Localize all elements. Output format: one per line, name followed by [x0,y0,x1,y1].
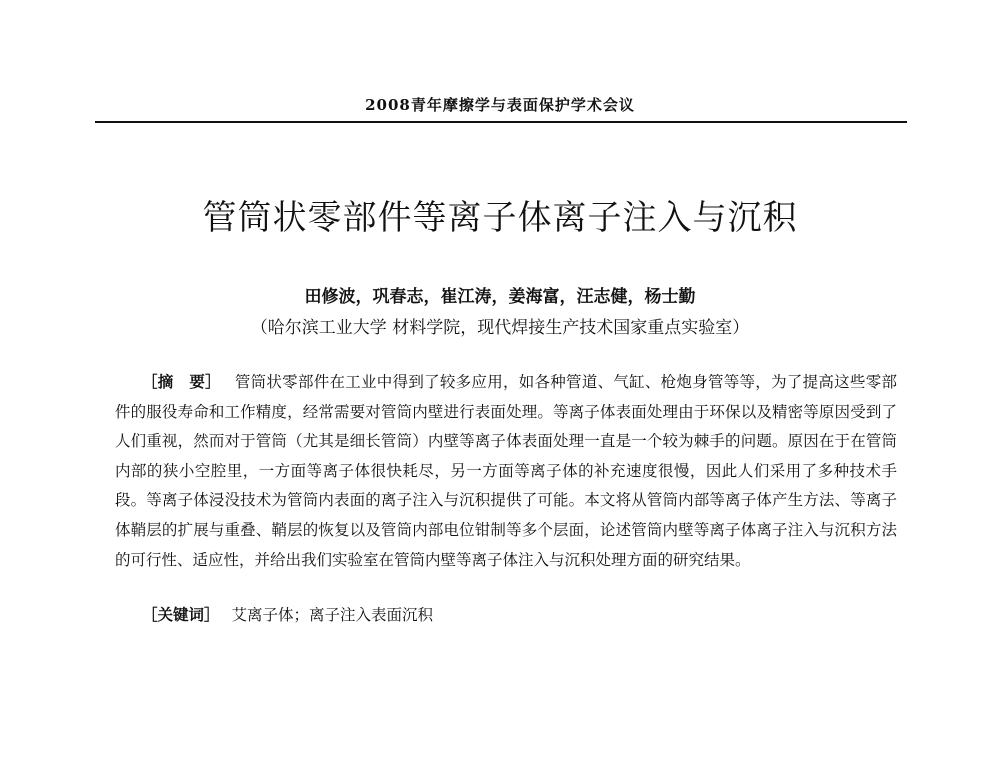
keywords [142,603,902,625]
author-list: 田修波，巩春志，崔江涛，姜海富，汪志健，杨士勤 [304,287,696,307]
abstract-label: ［摘 要］ [142,373,221,391]
abstract [115,368,897,575]
abstract-text: 管筒状零部件在工业中得到了较多应用，如各种管道、气缸、枪炮身管等等，为了提高这些零部件的服役寿命和工作精度，经常需要对管筒内壁进行表面处理。等离子体表面处理由于环保以及精密等原因受到了人们重视，然而对于管筒（尤其是细长管筒）内壁等离子体表面处理一直是一个较为棘手的问题。原因在于在管筒内部的狭小空腔里，一方面等离子体很快耗尽，另一方面等离子体的补充速度很慢，因此人们采用了多种技术手段。等离子体浸没技术为管筒内表面的离子注入与沉积提供了可能。本文将从管筒内部等离子体产生方法、等离子体鞘层的扩展与重叠、鞘层的恢复以及管筒内部电位钳制等多个层面，论述管筒内壁等离子体离子注入与沉积方法的可行性、适应性，并给出我们实验室在管筒内壁等离子体注入与沉积处理方面的研究结果。 [115,373,897,569]
header-rule [95,121,907,123]
affiliation: （哈尔滨工业大学 材料学院，现代焊接生产技术国家重点实验室） [250,318,750,338]
paper-title: 管筒状零部件等离子体离子注入与沉积 [202,198,798,238]
keywords-text: 艾离子体；离子注入表面沉积 [231,606,434,624]
keywords-label: ［关键词］ [142,606,220,624]
running-header: 2008青年摩擦学与表面保护学术会议 [365,96,635,114]
